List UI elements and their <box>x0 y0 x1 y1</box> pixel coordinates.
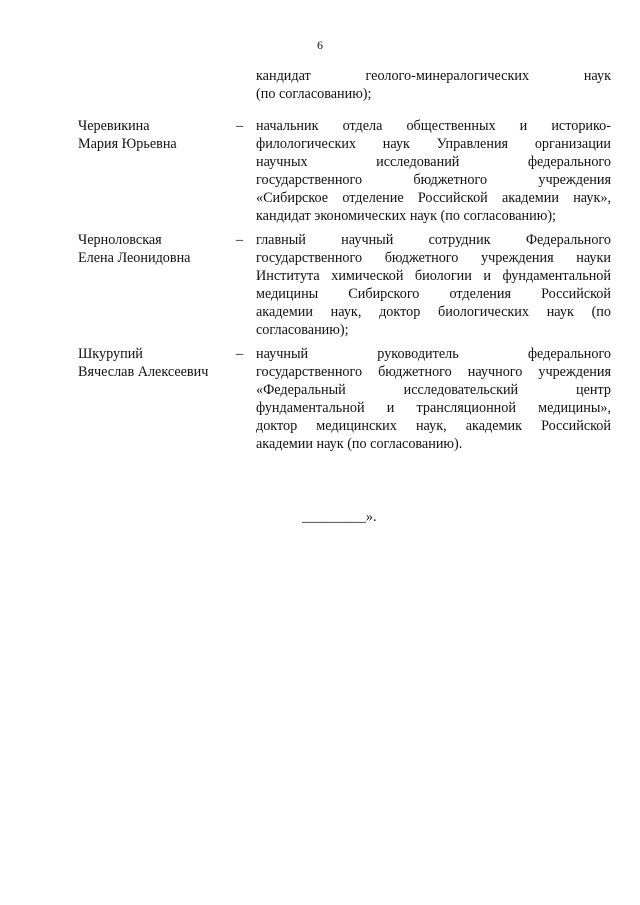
member-description-line: фундаментальной и трансляционной медицины», <box>256 400 611 416</box>
member-description-line: медицины Сибирского отделения Российской <box>256 286 611 302</box>
member-surname: Шкурупий <box>78 346 143 362</box>
member-description-line: научных исследований федерального <box>256 154 611 170</box>
member-description-line: «Сибирское отделение Российской академии наук», <box>256 190 611 206</box>
member-dash: – <box>236 346 244 362</box>
member-dash: – <box>236 118 244 134</box>
member-description-line: кандидат экономических наук (по согласованию); <box>256 208 556 224</box>
member-surname: Черноловская <box>78 232 162 248</box>
member-description-line: филологических наук Управления организации <box>256 136 611 152</box>
member-given-names: Мария Юрьевна <box>78 136 177 152</box>
continuation-line: кандидат геолого-минералогических наук <box>256 68 611 84</box>
member-description-line: академии наук, доктор биологических наук (по <box>256 304 611 320</box>
member-description-line: доктор медицинских наук, академик Российской <box>256 418 611 434</box>
member-description-line: согласованию); <box>256 322 349 338</box>
member-description-line: «Федеральный исследовательский центр <box>256 382 611 398</box>
member-description-line: Института химической биологии и фундаментальной <box>256 268 611 284</box>
member-surname: Черевикина <box>78 118 150 134</box>
closing-line: _________». <box>302 509 377 525</box>
member-dash: – <box>236 232 244 248</box>
member-description-line: научный руководитель федерального <box>256 346 611 362</box>
member-description-line: академии наук (по согласованию). <box>256 436 463 452</box>
continuation-line: (по согласованию); <box>256 86 372 102</box>
member-description-line: государственного бюджетного учреждения науки <box>256 250 611 266</box>
member-description-line: государственного бюджетного учреждения <box>256 172 611 188</box>
member-description-line: главный научный сотрудник Федерального <box>256 232 611 248</box>
member-given-names: Вячеслав Алексеевич <box>78 364 209 380</box>
member-description-line: государственного бюджетного научного учреждения <box>256 364 611 380</box>
member-description-line: начальник отдела общественных и историко- <box>256 118 611 134</box>
member-given-names: Елена Леонидовна <box>78 250 191 266</box>
page-number: 6 <box>317 38 323 52</box>
